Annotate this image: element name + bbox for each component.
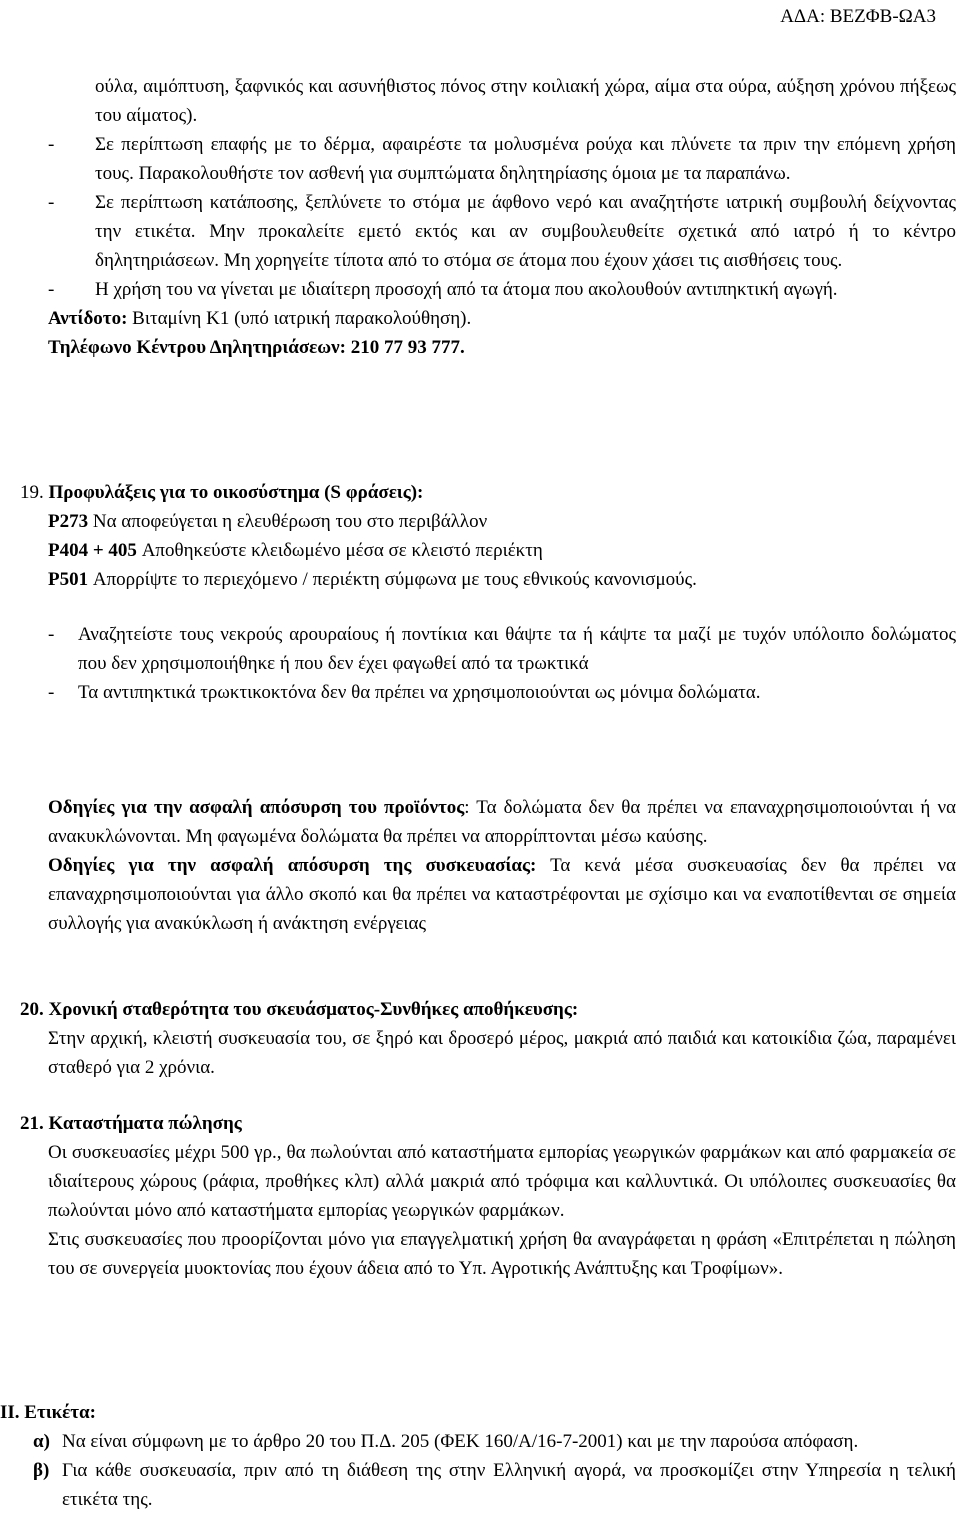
first-aid-continuation: ούλα, αιμόπτυση, ξαφνικός και ασυνήθιστος πόνος στην κοιλιακή χώρα, αίμα στα ούρα, αύξηση χρόνου πήξεως του αίματος). xyxy=(95,76,956,126)
section-ii xyxy=(0,1398,956,1427)
section-19-bullets xyxy=(48,620,956,707)
section-ii-heading: ΙΙ. Ετικέτα: xyxy=(0,1402,96,1423)
disposal-packaging-label: Οδηγίες για την ασφαλή απόσυρση της συσκευασίας: xyxy=(48,855,537,876)
section-20-text: Στην αρχική, κλειστή συσκευασία του, σε ξηρό και δροσερό μέρος, μακριά από παιδιά και κατοικίδια ζώα, παραμένει σταθερό για 2 χρόνια. xyxy=(48,1028,956,1078)
disposal-block xyxy=(48,793,956,938)
section-ii-items xyxy=(33,1427,956,1514)
section-19-heading: 19. Προφυλάξεις για το οικοσύστημα (S φράσεις): xyxy=(20,482,424,503)
section-21-para-2: Στις συσκευασίες που προορίζονται μόνο για επαγγελματική χρήση θα αναγράφεται η φράση «Επιτρέπεται η πώληση του σε συνεργεία μυοκτονίας που έχουν άδεια από το Υπ. Αγροτικής Ανάπτυξης και Τροφίμων». xyxy=(48,1229,956,1279)
first-aid-block xyxy=(48,72,956,362)
disposal-product-label: Οδηγίες για την ασφαλή απόσυρση του προϊόντος xyxy=(48,797,465,818)
antidote-text: Βιταμίνη Κ1 (υπό ιατρική παρακολούθηση). xyxy=(127,308,472,329)
poison-center-line: Τηλέφωνο Κέντρου Δηλητηριάσεων: 210 77 93 777. xyxy=(48,337,465,358)
section-20-heading: 20. Χρονική σταθερότητα του σκευάσματος-Συνθήκες αποθήκευσης: xyxy=(20,999,579,1020)
phrase-p404: P404 + 405 Αποθηκεύστε κλειδωμένο μέσα σε κλειστό περιέκτη xyxy=(48,540,543,561)
section-21-heading: 21. Καταστήματα πώλησης xyxy=(20,1113,242,1134)
section-19 xyxy=(20,478,956,594)
rodent-bullet-permanent: - Τα αντιπηκτικά τρωκτικοκτόνα δεν θα πρέπει να χρησιμοποιούνται ως μόνιμα δολώματα. xyxy=(48,682,761,703)
label-item-b: β) Για κάθε συσκευασία, πριν από τη διάθεση της στην Ελληνική αγορά, να προσκομίζει στην Υπηρεσία η τελική ετικέτα της. xyxy=(33,1460,956,1510)
first-aid-bullet-skin: - Σε περίπτωση επαφής με το δέρμα, αφαιρέστε τα μολυσμένα ρούχα και πλύνετε τα πριν την επόμενη χρήση τους. Παρακολουθήστε τον ασθενή για συμπτώματα δηλητηρίασης όμοια με τα παραπάνω. xyxy=(48,134,956,184)
antidote-label: Αντίδοτο: xyxy=(48,308,128,329)
first-aid-bullet-ingestion: - Σε περίπτωση κατάποσης, ξεπλύνετε το στόμα με άφθονο νερό και αναζητήστε ιατρική συμβουλή δείχνοντας την ετικέτα. Μην προκαλείτε εμετό εκτός και αν συμβουλευθείτε σχετικά από ιατρό ή το κέντρο δηλητηριάσεων. Μη χορηγείτε τίποτα από το στόμα σε άτομα που έχουν χάσει τις αισθήσεις τους. xyxy=(48,192,956,271)
rodent-bullet-dispose: - Αναζητείστε τους νεκρούς αρουραίους ή ποντίκια και θάψτε τα ή κάψτε τα μαζί με τυχόν υπόλοιπο δολώματος που δεν χρησιμοποιήθηκε ή που δεν έχει φαγωθεί από τα τρωκτικά xyxy=(48,624,956,674)
antidote-line xyxy=(48,304,956,333)
phrase-p273: P273 Να αποφεύγεται η ελευθέρωση του στο περιβάλλον xyxy=(48,511,488,532)
first-aid-bullet-anticoagulant: - Η χρήση του να γίνεται με ιδιαίτερη προσοχή από τα άτομα που ακολουθούν αντιπηκτική αγωγή. xyxy=(48,279,838,300)
phrase-p501: P501 Απορρίψτε το περιεχόμενο / περιέκτη σύμφωνα με τους εθνικούς κανονισμούς. xyxy=(48,569,697,590)
section-21 xyxy=(20,1109,956,1283)
disposal-packaging: Οδηγίες για την ασφαλή απόσυρση της συσκευασίας: Τα κενά μέσα συσκευασίας δεν θα πρέπει να επαναχρησιμοποιούνται για άλλο σκοπό και θα πρέπει να καταστρέφονται με σχίσιμο και να εναποτίθενται σε σημεία συλλογής για ανακύκλωση ή ανάκτηση ενέργειας xyxy=(48,855,957,934)
section-21-para-1: Οι συσκευασίες μέχρι 500 γρ., θα πωλούνται από καταστήματα εμπορίας γεωργικών φαρμάκων και από φαρμακεία σε ιδιαίτερους χώρους (ράφια, προθήκες κλπ) αλλά μακριά από τρόφιμα και καλλυντικά. Οι υπόλοιπες συσκευασίες θα πωλούνται μόνο από καταστήματα εμπορίας γεωργικών φαρμάκων. xyxy=(48,1142,956,1221)
ada-header: ΑΔΑ: ΒΕΖΦΒ-ΩΑ3 xyxy=(780,6,936,27)
disposal-product: Οδηγίες για την ασφαλή απόσυρση του προϊόντος: Τα δολώματα δεν θα πρέπει να επαναχρησιμοποιούνται ή να ανακυκλώνονται. Μη φαγωμένα δολώματα θα πρέπει να απορρίπτονται μέσω καύσης. xyxy=(48,797,957,847)
section-20 xyxy=(20,995,956,1082)
label-item-a: α) Να είναι σύμφωνη με το άρθρο 20 του Π.Δ. 205 (ΦΕΚ 160/Α/16-7-2001) και με την παρούσα απόφαση. xyxy=(33,1431,859,1452)
